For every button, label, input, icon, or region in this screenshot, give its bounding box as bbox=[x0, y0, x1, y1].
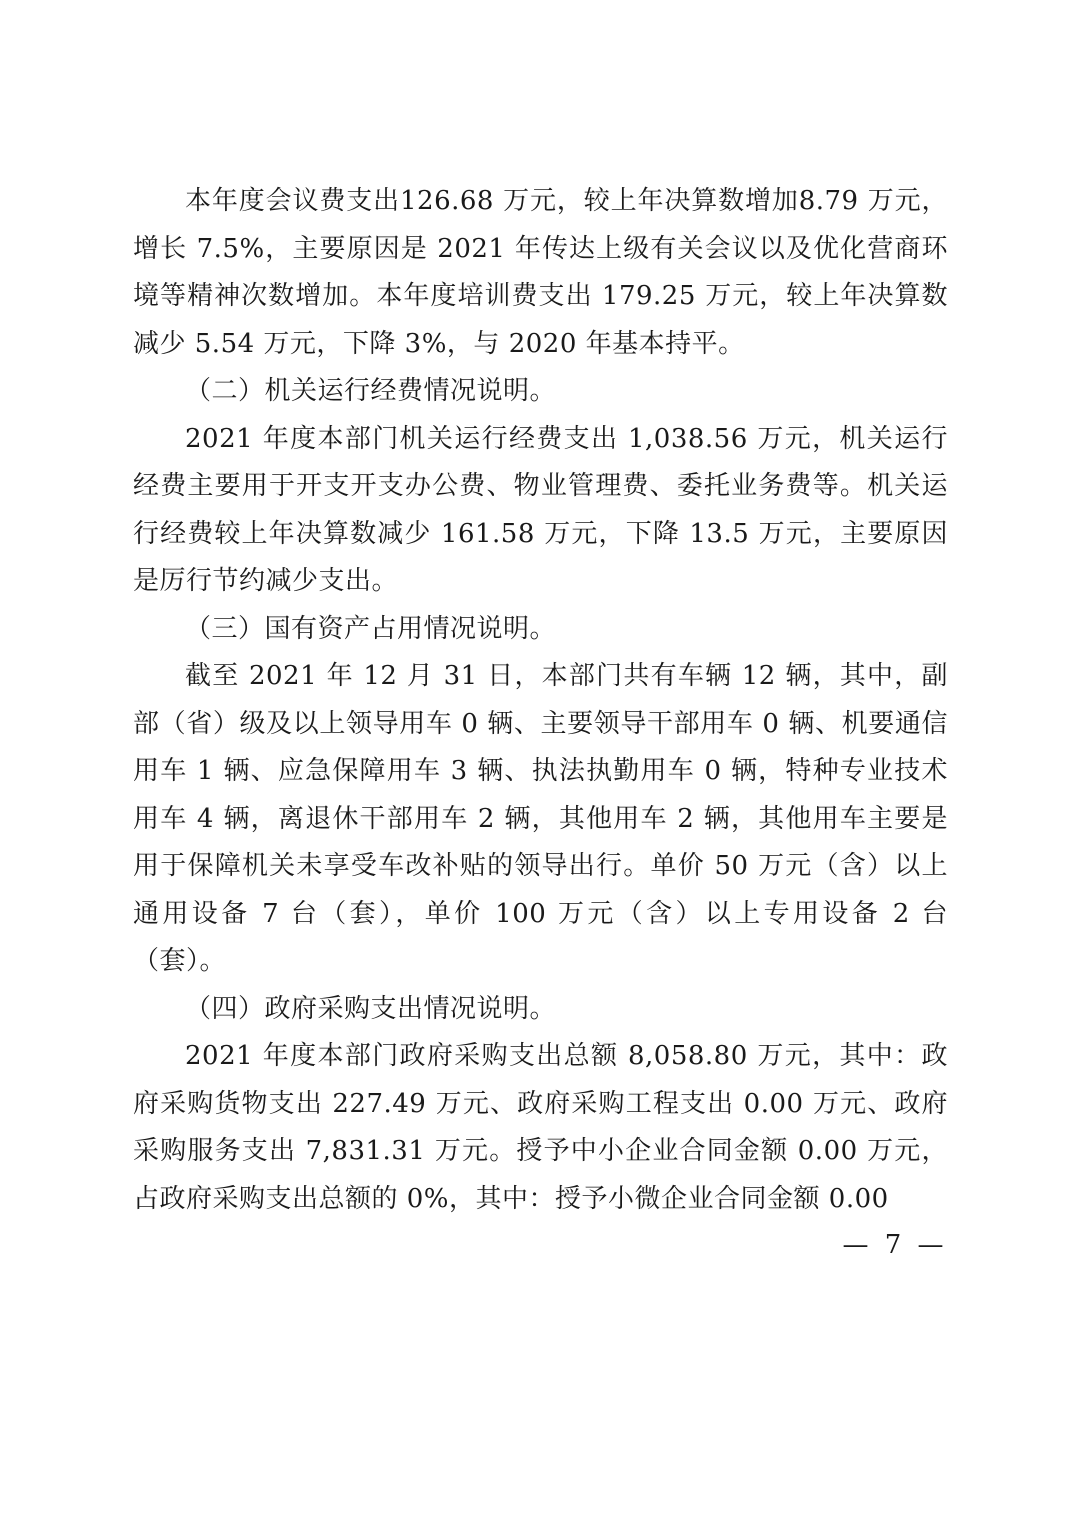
paragraph-meeting-training-fees: 本年度会议费支出126.68 万元，较上年决算数增加8.79 万元，增长 7.5%，主要原因是 2021 年传达上级有关会议以及优化营商环境等精神次数增加。本年度培训费支出 179.25 万元，较上年决算数减少 5.54 万元，下降 3%，与 2020 年基本持平。 bbox=[133, 186, 948, 359]
section-heading-operating-funds: （二）机关运行经费情况说明。 bbox=[185, 376, 557, 406]
page-number: — 7 — bbox=[842, 1230, 948, 1260]
paragraph-procurement: 2021 年度本部门政府采购支出总额 8,058.80 万元，其中：政府采购货物支出 227.49 万元、政府采购工程支出 0.00 万元、政府采购服务支出 7,831.31 万元。授予中小企业合同金额 0.00 万元，占政府采购支出总额的 0%，其中：授予小微企业合同金额 0.00 bbox=[133, 1041, 948, 1214]
section-heading-procurement: （四）政府采购支出情况说明。 bbox=[185, 993, 557, 1024]
paragraph-operating-funds: 2021 年度本部门机关运行经费支出 1,038.56 万元，机关运行经费主要用于开支开支办公费、物业管理费、委托业务费等。机关运行经费较上年决算数减少 161.58 万元，下降 13.5 万元，主要原因是厉行节约减少支出。 bbox=[133, 423, 948, 596]
section-heading-state-assets: （三）国有资产占用情况说明。 bbox=[185, 613, 557, 644]
body-text bbox=[133, 178, 948, 1223]
paragraph-state-assets: 截至 2021 年 12 月 31 日，本部门共有车辆 12 辆，其中，副部（省）级及以上领导用车 0 辆、主要领导干部用车 0 辆、机要通信用车 1 辆、应急保障用车 3 辆、执法执勤用车 0 辆，特种专业技术用车 4 辆，离退休干部用车 2 辆，其他用车 2 辆，其他用车主要是用于保障机关未享受车改补贴的领导出行。单价 50 万元（含）以上通用设备 7 台（套），单价 100 万元（含）以上专用设备 2 台（套）。 bbox=[133, 661, 948, 976]
